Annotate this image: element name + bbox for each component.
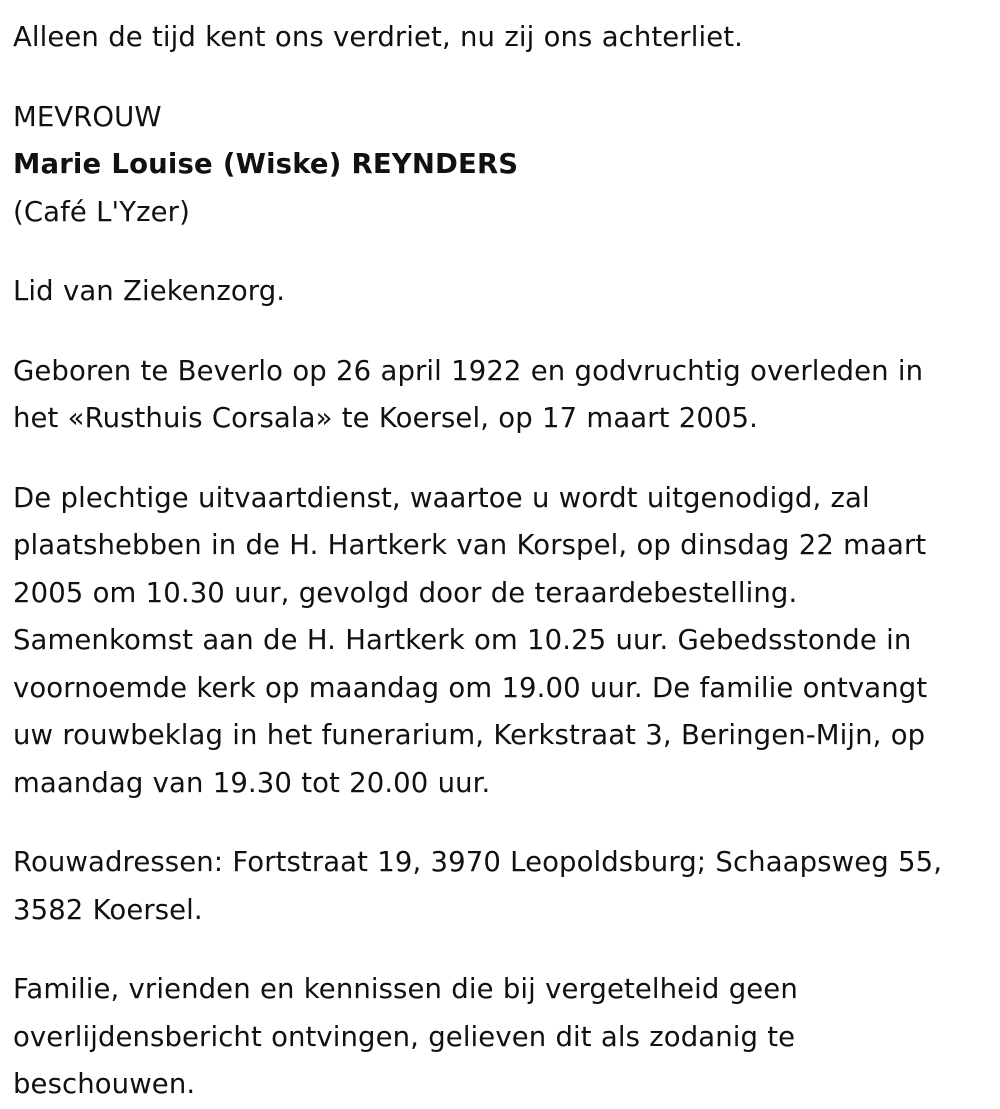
salutation-line: MEVROUW <box>13 100 162 133</box>
membership-line: Lid van Ziekenzorg. <box>13 275 286 307</box>
memorial-verse: Alleen de tijd kent ons verdriet, nu zij ons achterliet. <box>13 21 743 53</box>
service-details: De plechtige uitvaartdienst, waartoe u wordt uitgenodigd, zal plaatshebben in de H. Hartkerk van Korspel, op dinsdag 22 maart 2005 om 10.30 uur, gevolgd door de teraardebestelling. Samenkomst aan de H. Hartkerk om 10.25 uur. Gebedsstonde in voornoemde kerk op maandag om 19.00 uur. De familie ontvangt uw rouwbeklag in het funerarium, Kerkstraat 3, Beringen-Mijn, op maandag van 19.30 tot 20.00 uur. <box>13 481 928 799</box>
deceased-name: Marie Louise (Wiske) REYNDERS <box>13 148 519 180</box>
closing-notice: Familie, vrienden en kennissen die bij vergetelheid geen overlijdensbericht ontvingen, gelieven dit als zodanig te beschouwen. <box>13 973 798 1100</box>
mourning-addresses: Rouwadressen: Fortstraat 19, 3970 Leopoldsburg; Schaapsweg 55, 3582 Koersel. <box>13 846 943 926</box>
birth-and-death-line: Geboren te Beverlo op 26 april 1922 en godvruchtig overleden in het «Rusthuis Corsala» te Koersel, op 17 maart 2005. <box>13 354 924 434</box>
announcement-body <box>13 14 960 1109</box>
deceased-identity-block <box>13 94 953 237</box>
affiliation-line: (Café L'Yzer) <box>13 195 190 228</box>
